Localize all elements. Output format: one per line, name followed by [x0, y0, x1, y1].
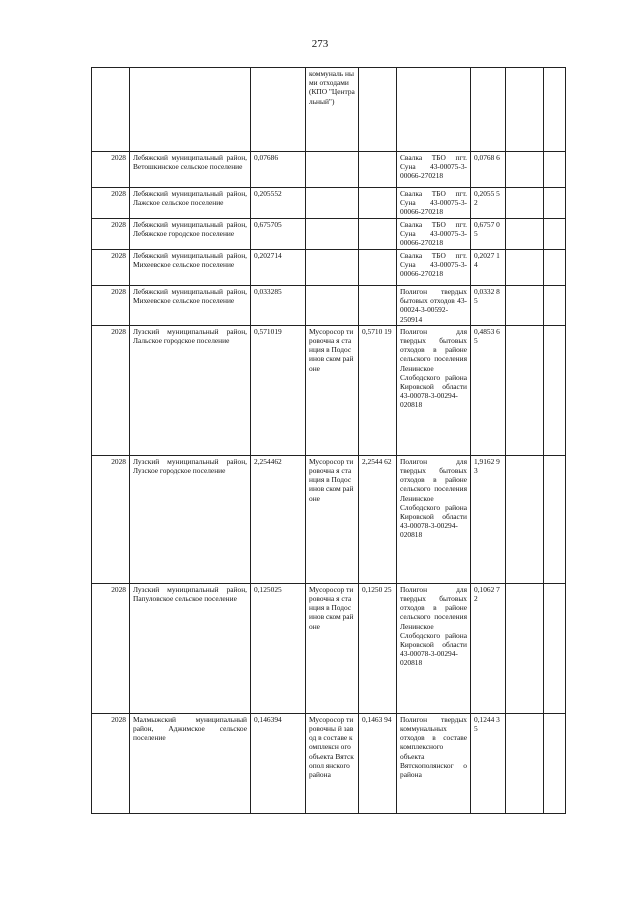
cell-year: 2028	[92, 583, 130, 713]
cell-empty	[506, 286, 544, 326]
cell-empty	[544, 455, 566, 583]
table-row	[92, 455, 566, 583]
cell-empty	[506, 68, 544, 152]
data-table	[91, 67, 566, 814]
cell-year: 2028	[92, 152, 130, 188]
cell-value3: 0,6757 05	[471, 219, 506, 250]
cell-value3: 0,0768 6	[471, 152, 506, 188]
cell-value3: 0,1062 72	[471, 583, 506, 713]
cell-value2: 2,2544 62	[359, 455, 397, 583]
cell-value3: 0,4853 65	[471, 325, 506, 455]
cell-value3: 0,2055 52	[471, 188, 506, 219]
cell-empty	[506, 219, 544, 250]
cell-empty	[506, 250, 544, 286]
cell-value3: 1,9162 93	[471, 455, 506, 583]
cell-year: 2028	[92, 713, 130, 813]
cell-district: Лебяжский муниципальный район, Лажское сельское поселение	[130, 188, 251, 219]
cell-year: 2028	[92, 219, 130, 250]
cell-empty	[544, 713, 566, 813]
cell-empty	[506, 455, 544, 583]
cell-empty	[544, 325, 566, 455]
cell-year: 2028	[92, 188, 130, 219]
cell-value1: 0,033285	[251, 286, 306, 326]
table-row	[92, 713, 566, 813]
table-row	[92, 250, 566, 286]
cell-value2: 0,1463 94	[359, 713, 397, 813]
cell-value1: 0,146394	[251, 713, 306, 813]
cell-empty	[506, 152, 544, 188]
cell-facility: Мусоросор тировочна я станция в Подосинов ском районе	[306, 325, 359, 455]
cell-facility	[306, 219, 359, 250]
cell-empty	[506, 583, 544, 713]
cell-facility: Мусоросор тировочна я станция в Подосинов ском районе	[306, 583, 359, 713]
cell-site: Полигон твердых коммунальных отходов в составе комплексного объекта Вятскополянског о района	[397, 713, 471, 813]
table-row	[92, 583, 566, 713]
cell-value1: 0,571019	[251, 325, 306, 455]
cell-value1: 0,202714	[251, 250, 306, 286]
cell-empty	[92, 68, 130, 152]
table-row-top	[92, 68, 566, 152]
cell-district: Лузский муниципальный район, Лузское городское поселение	[130, 455, 251, 583]
page-number: 273	[311, 38, 329, 50]
cell-facility	[306, 250, 359, 286]
cell-district: Лебяжский муниципальный район, Лебяжское городское поселение	[130, 219, 251, 250]
cell-empty	[471, 68, 506, 152]
cell-facility: Мусоросор тировочна я станция в Подосинов ском районе	[306, 455, 359, 583]
table-row	[92, 325, 566, 455]
cell-value1: 2,254462	[251, 455, 306, 583]
cell-empty	[544, 188, 566, 219]
cell-facility	[306, 286, 359, 326]
cell-value1: 0,205552	[251, 188, 306, 219]
cell-empty	[544, 583, 566, 713]
cell-value1: 0,125025	[251, 583, 306, 713]
cell-district: Лебяжский муниципальный район, Михеевское сельское поселение	[130, 286, 251, 326]
cell-empty	[130, 68, 251, 152]
cell-empty	[506, 325, 544, 455]
cell-value3: 0,1244 35	[471, 713, 506, 813]
cell-site: Свалка ТБО пгт. Суна 43-00075-3-00066-270218	[397, 250, 471, 286]
cell-facility: коммуналь ными отходами (КПО "Центральный")	[306, 68, 359, 152]
cell-value2	[359, 219, 397, 250]
cell-district: Лебяжский муниципальный район, Ветошкинское сельское поселение	[130, 152, 251, 188]
cell-value1: 0,07686	[251, 152, 306, 188]
cell-empty	[251, 68, 306, 152]
cell-value2	[359, 152, 397, 188]
cell-year: 2028	[92, 286, 130, 326]
table-row	[92, 152, 566, 188]
cell-value3: 0,0332 85	[471, 286, 506, 326]
cell-value2: 0,5710 19	[359, 325, 397, 455]
cell-site: Полигон для твердых бытовых отходов в районе сельского поселения Ленинское Слободского района Кировской области 43-00078-3-00294-020818	[397, 455, 471, 583]
cell-empty	[544, 250, 566, 286]
cell-empty	[506, 713, 544, 813]
cell-value2	[359, 188, 397, 219]
cell-site: Свалка ТБО пгт. Суна 43-00075-3-00066-270218	[397, 152, 471, 188]
cell-empty	[397, 68, 471, 152]
cell-value3: 0,2027 14	[471, 250, 506, 286]
cell-site: Полигон твердых бытовых отходов 43-00024-3-00592-250914	[397, 286, 471, 326]
cell-empty	[506, 188, 544, 219]
cell-empty	[544, 219, 566, 250]
cell-site: Полигон для твердых бытовых отходов в районе сельского поселения Ленинское Слободского района Кировской области 43-00078-3-00294-020818	[397, 583, 471, 713]
table-row	[92, 188, 566, 219]
cell-value2: 0,1250 25	[359, 583, 397, 713]
cell-value2	[359, 286, 397, 326]
cell-value2	[359, 250, 397, 286]
cell-empty	[544, 68, 566, 152]
table-row	[92, 286, 566, 326]
cell-value1: 0,675705	[251, 219, 306, 250]
cell-empty	[359, 68, 397, 152]
cell-year: 2028	[92, 325, 130, 455]
cell-district: Малмыжский муниципальный район, Аджимское сельское поселение	[130, 713, 251, 813]
table-row	[92, 219, 566, 250]
cell-site: Свалка ТБО пгт. Суна 43-00075-3-00066-270218	[397, 219, 471, 250]
cell-site: Свалка ТБО пгт. Суна 43-00075-3-00066-270218	[397, 188, 471, 219]
cell-site: Полигон для твердых бытовых отходов в районе сельского поселения Ленинское Слободского района Кировской области 43-00078-3-00294-020818	[397, 325, 471, 455]
cell-district: Лебяжский муниципальный район, Михеевское сельское поселение	[130, 250, 251, 286]
cell-district: Лузский муниципальный район, Лальское городское поселение	[130, 325, 251, 455]
cell-facility	[306, 152, 359, 188]
cell-empty	[544, 286, 566, 326]
cell-year: 2028	[92, 250, 130, 286]
cell-facility	[306, 188, 359, 219]
cell-district: Лузский муниципальный район, Папуловское сельское поселение	[130, 583, 251, 713]
cell-facility: Мусоросор тировочны й завод в составе комплексн ого объекта Вятскопол янского района	[306, 713, 359, 813]
cell-empty	[544, 152, 566, 188]
cell-year: 2028	[92, 455, 130, 583]
